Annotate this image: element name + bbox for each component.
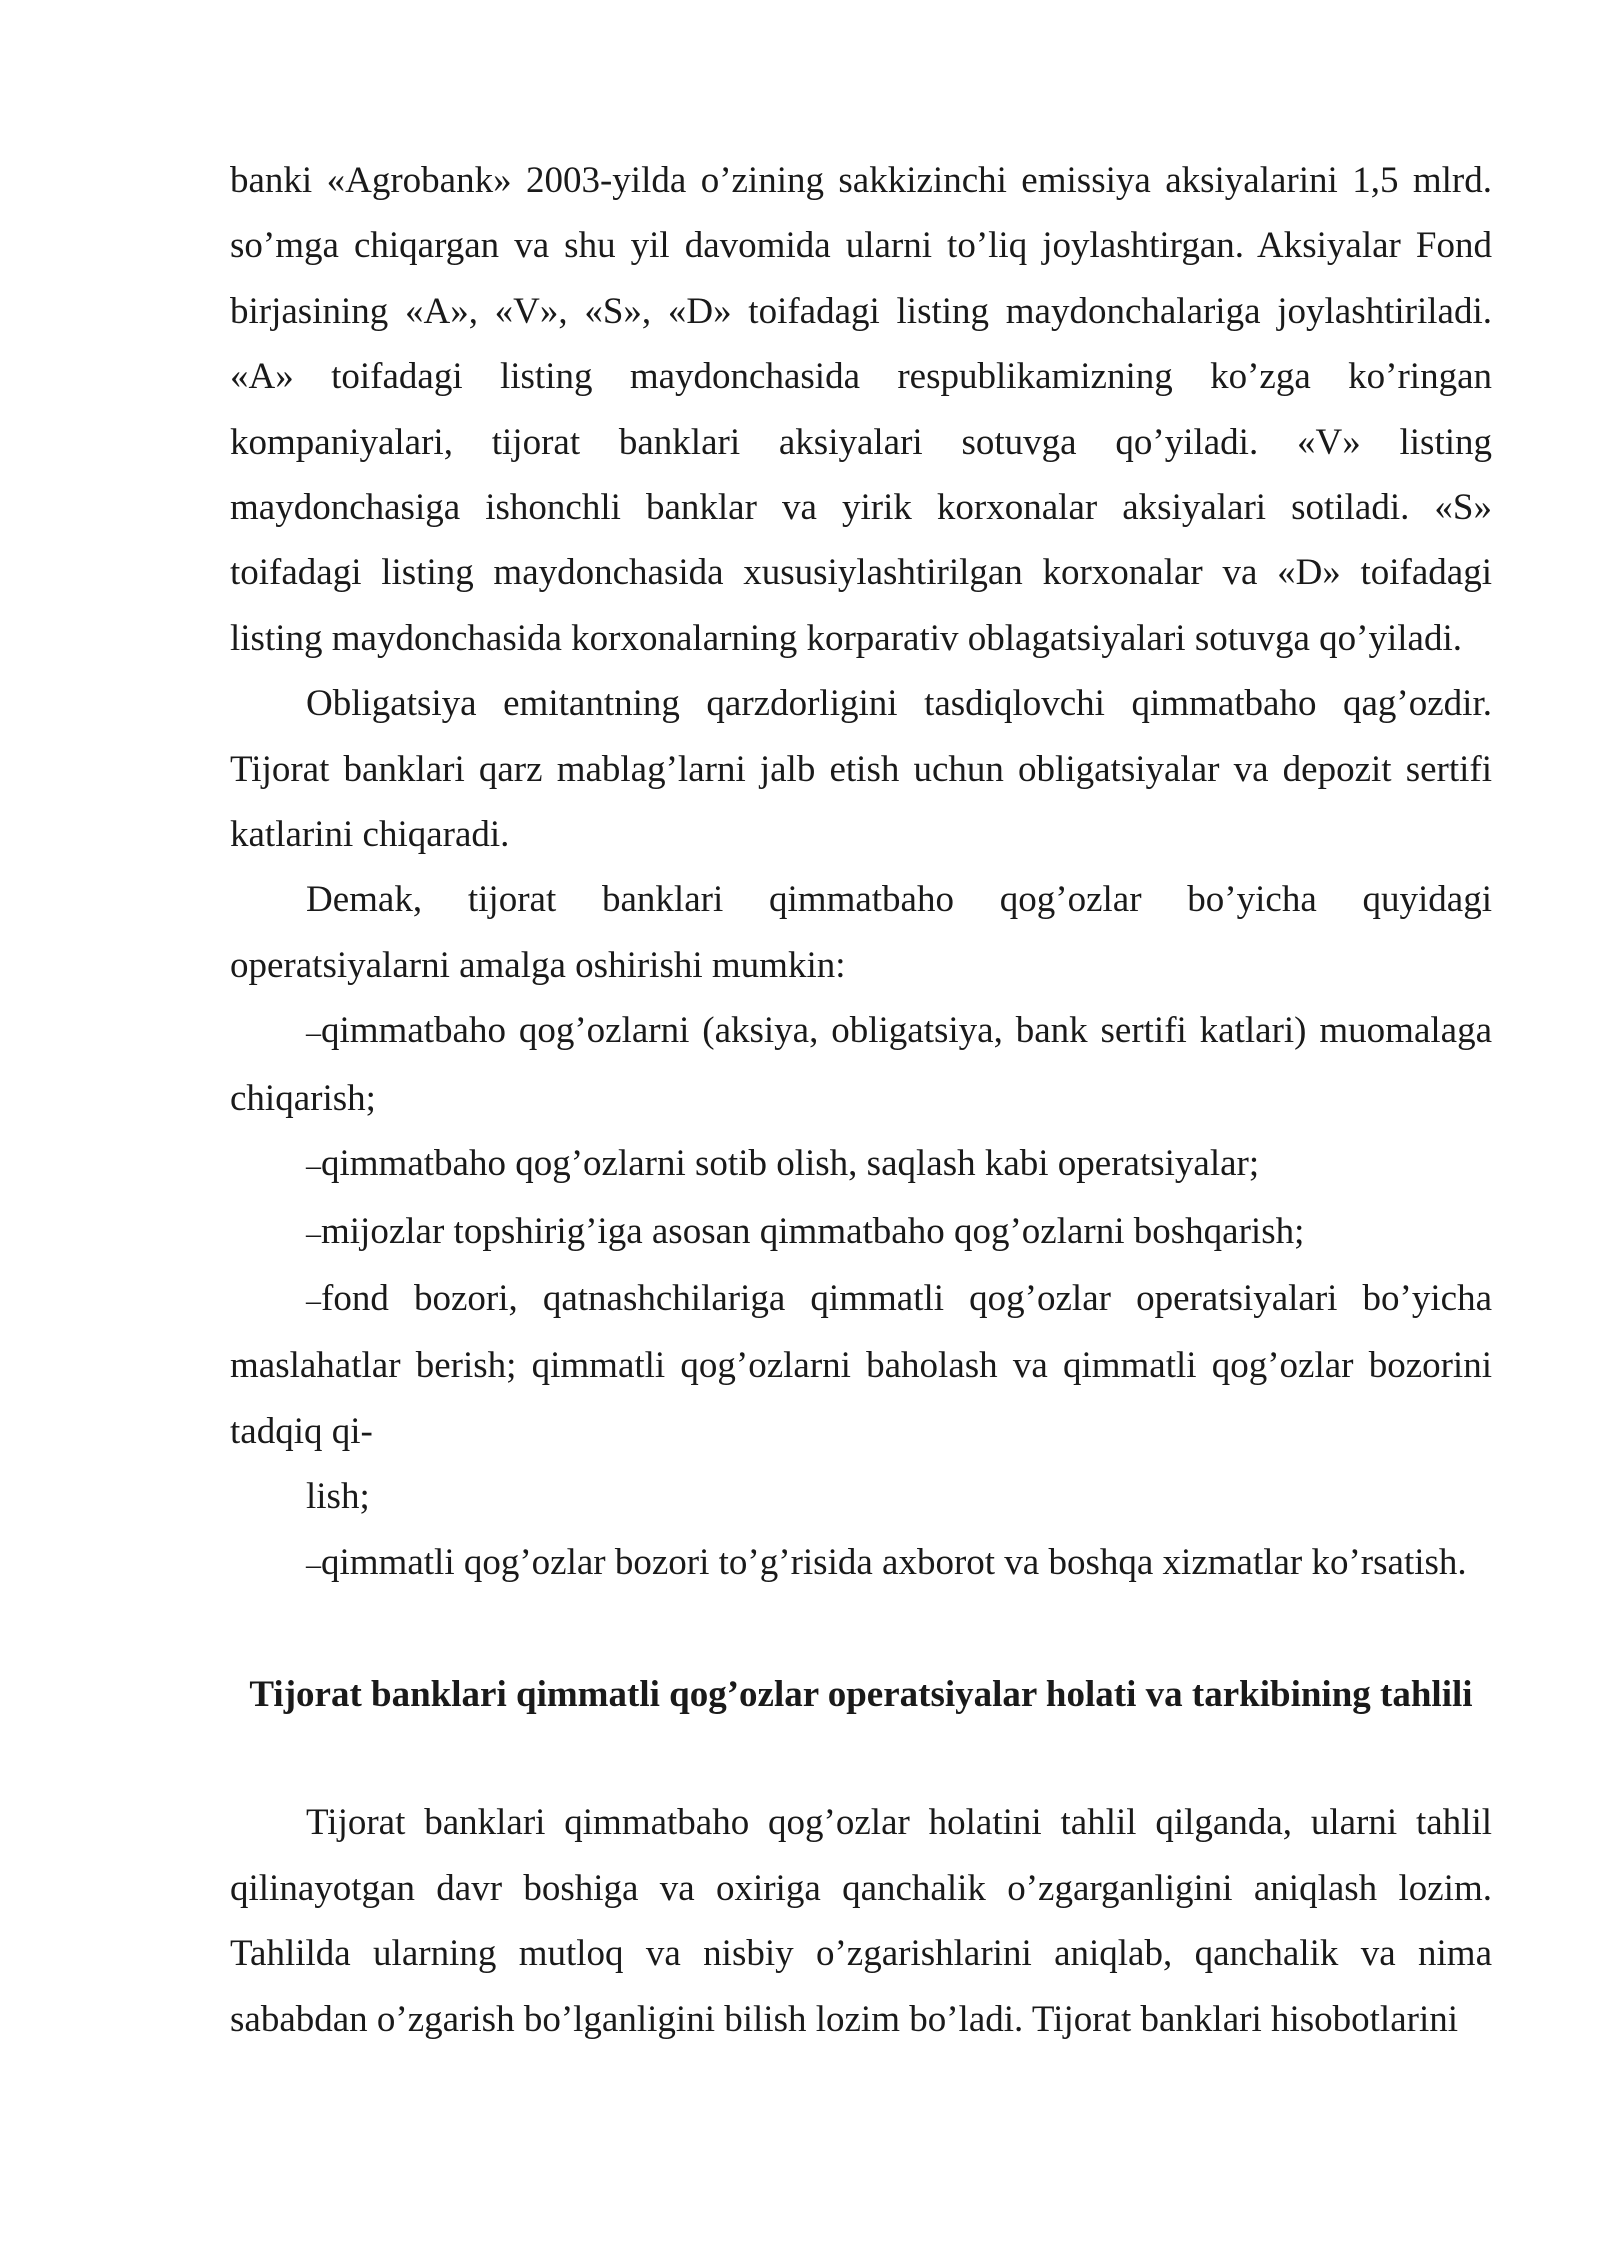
- dash-bullet: –: [306, 1283, 321, 1317]
- document-page: [230, 148, 1492, 2052]
- dash-bullet: –: [306, 1216, 321, 1250]
- dash-bullet: –: [306, 1016, 321, 1050]
- section-heading: Tijorat banklari qimmatli qog’ozlar operatsiyalar holati va tarkibining tahlili: [249, 1673, 1473, 1715]
- list-item: [230, 1199, 1492, 1266]
- list-item-text: qimmatbaho qog’ozlarni sotib olish, saqlash kabi operatsiyalar;: [321, 1143, 1260, 1185]
- list-item-text: fond bozori, qatnashchilariga qimmatli qog’ozlar operatsiyalari bo’yicha maslahatlar berish; qimmatli qog’ozlarni baholash va qimmatli qog’ozlar bozorini tadqiq qi-: [230, 1277, 1492, 1452]
- list-item: [230, 1266, 1492, 1464]
- list-item: [230, 998, 1492, 1131]
- list-item: [230, 1530, 1492, 1597]
- list-item-text: mijozlar topshirig’iga asosan qimmatbaho qog’ozlarni boshqarish;: [321, 1210, 1305, 1252]
- paragraph-analysis: Tijorat banklari qimmatbaho qog’ozlar holatini tahlil qilganda, ularni tahlil qilinayotgan davr boshiga va oxiriga qanchalik o’zgarganligini aniqlash lozim. Tahlilda ularning mutloq va nisbiy o’zgarishlarini aniqlab, qanchalik va nima sababdan o’zgarish bo’lganligini bilish lozim bo’ladi. Tijorat banklari hisobotlarini: [230, 1802, 1492, 2040]
- dash-bullet: –: [306, 1547, 321, 1581]
- paragraph-obligations: Obligatsiya emitantning qarzdorligini tasdiqlovchi qimmatbaho qag’ozdir. Tijorat banklari qarz mablag’larni jalb etish uchun obligatsiyalar va depozit sertifi katlarini chiqaradi.: [230, 683, 1492, 856]
- list-item-text: qimmatbaho qog’ozlarni (aksiya, obligatsiya, bank sertifi katlari) muomalaga chiqarish;: [230, 1010, 1492, 1119]
- list-item-continuation: lish;: [306, 1476, 370, 1518]
- paragraph-listing-platforms: banki «Agrobank» 2003-yilda o’zining sakkizinchi emissiya aksiyalarini 1,5 mlrd. so’mga chiqargan va shu yil davomida ularni to’liq joylashtirgan. Aksiyalar Fond birjasining «A», «V», «S», «D» toifadagi listing maydonchalariga joylashtiriladi. «A» toifadagi listing maydonchasida respublikamizning ko’zga ko’ringan kompaniyalari, tijorat banklari aksiyalari sotuvga qo’yiladi. «V» listing maydonchasiga ishonchli banklar va yirik korxonalar aksiyalari sotiladi. «S» toifadagi listing maydonchasida xususiylashtirilgan korxonalar va «D» toifadagi listing maydonchasida korxonalarning korparativ oblagatsiyalari sotuvga qo’yiladi.: [230, 160, 1492, 659]
- paragraph-operations-intro: Demak, tijorat banklari qimmatbaho qog’ozlar bo’yicha quyidagi operatsiyalarni amalga oshirishi mumkin:: [230, 879, 1492, 986]
- list-item: [230, 1131, 1492, 1198]
- dash-bullet: –: [306, 1149, 321, 1183]
- list-item-text: qimmatli qog’ozlar bozori to’g’risida axborot va boshqa xizmatlar ko’rsatish.: [321, 1541, 1467, 1583]
